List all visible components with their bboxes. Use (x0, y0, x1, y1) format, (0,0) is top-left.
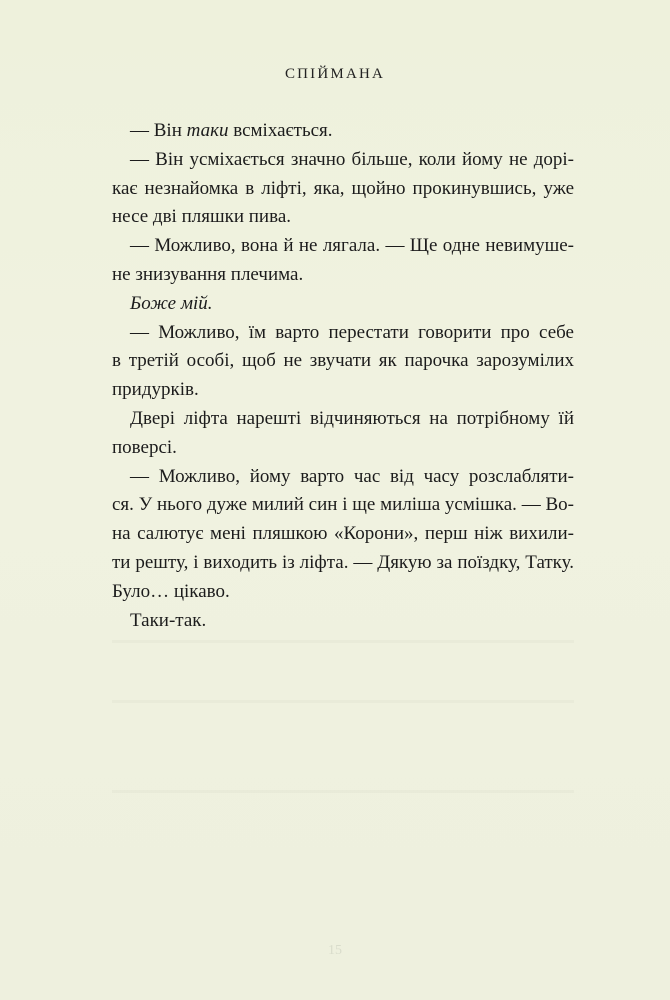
bleed-through (112, 790, 574, 793)
text-line: — Він усміхається значно більше, коли йому не дорі- (130, 148, 574, 170)
text-line: — Можливо, йому варто час від часу розслабляти- (130, 465, 574, 487)
page-number: 15 (328, 943, 342, 958)
text-line: — Можливо, їм варто перестати говорити про себе (130, 321, 574, 343)
text-line: — Він таки всміхається. (130, 120, 333, 141)
text-line: Було… цікаво. (112, 580, 230, 602)
bleed-through (112, 640, 574, 643)
text-line: на салютує мені пляшкою «Корони», перш ніж вихили- (112, 523, 574, 545)
text-line-italic: Боже мій. (130, 292, 213, 314)
body-text (112, 117, 574, 635)
text-line: Двері ліфта нарешті відчиняються на потрібному їй (130, 407, 574, 429)
text-line: Таки-так. (130, 609, 207, 631)
text-line: поверсі. (112, 436, 177, 458)
text-line: в третій особі, щоб не звучати як парочка зарозумілих (112, 350, 574, 372)
text-line: — Можливо, вона й не лягала. — Ще одне невимуше- (130, 235, 574, 257)
text-line: кає незнайомка в ліфті, яка, щойно прокинувшись, уже (112, 177, 574, 199)
text-line: ся. У нього дуже милий син і ще миліша усмішка. — Во- (112, 494, 574, 516)
bleed-through (112, 700, 574, 703)
running-title: СПІЙМАНА (284, 66, 386, 82)
text-line: ти решту, і виходить із ліфта. — Дякую за поїздку, Татку. (112, 551, 574, 573)
text-line: несе дві пляшки пива. (112, 206, 291, 228)
text-line: придурків. (112, 379, 199, 401)
text-line: не знизування плечима. (112, 263, 304, 285)
